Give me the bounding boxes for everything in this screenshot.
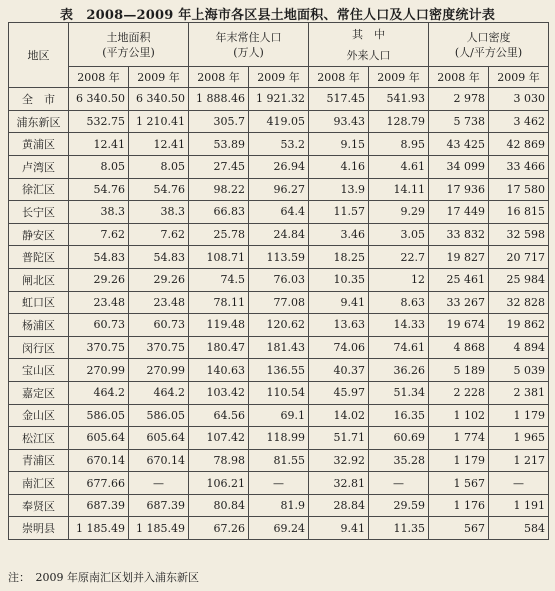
header-population-label: 年末常住人口 [215, 30, 282, 44]
statistics-table [8, 22, 549, 540]
table-row [9, 155, 549, 178]
table-cell: 305.7 [189, 110, 249, 133]
table-cell: 3.05 [369, 223, 429, 246]
table-cell: 108.71 [189, 246, 249, 269]
table-cell: 687.39 [129, 494, 189, 517]
table-cell: 5 189 [429, 359, 489, 382]
table-row [9, 359, 549, 382]
table-cell: 64.4 [249, 201, 309, 224]
table-cell: 119.48 [189, 314, 249, 337]
table-cell: 136.55 [249, 359, 309, 382]
district-name: 卢湾区 [9, 155, 69, 178]
table-cell: 25 461 [429, 268, 489, 291]
table-cell: 54.76 [69, 178, 129, 201]
table-cell: 6 340.50 [129, 88, 189, 111]
table-cell: 9.29 [369, 201, 429, 224]
table-cell: 670.14 [129, 449, 189, 472]
table-cell: 13.63 [309, 314, 369, 337]
table-cell: 34 099 [429, 155, 489, 178]
table-row [9, 404, 549, 427]
table-cell: 64.56 [189, 404, 249, 427]
header-year: 2008 年 [309, 67, 369, 88]
district-name: 闵行区 [9, 336, 69, 359]
table-cell: 20 717 [489, 246, 549, 269]
table-cell: 107.42 [189, 427, 249, 450]
table-cell: 270.99 [69, 359, 129, 382]
district-name: 徐汇区 [9, 178, 69, 201]
table-cell: 517.45 [309, 88, 369, 111]
district-name: 普陀区 [9, 246, 69, 269]
table-cell: 32 598 [489, 223, 549, 246]
table-cell: 29.26 [129, 268, 189, 291]
table-cell: 106.21 [189, 472, 249, 495]
header-population [189, 23, 309, 67]
table-cell: — [249, 472, 309, 495]
table-cell: 5 738 [429, 110, 489, 133]
table-cell: 140.63 [189, 359, 249, 382]
table-cell: 687.39 [69, 494, 129, 517]
table-row [9, 178, 549, 201]
header-year: 2009 年 [249, 67, 309, 88]
table-cell: 4.61 [369, 155, 429, 178]
table-cell: 1 185.49 [129, 517, 189, 540]
table-cell: 19 862 [489, 314, 549, 337]
table-cell: 1 774 [429, 427, 489, 450]
table-cell: 541.93 [369, 88, 429, 111]
table-cell: 25 984 [489, 268, 549, 291]
table-cell: 6 340.50 [69, 88, 129, 111]
table-cell: 14.02 [309, 404, 369, 427]
table-cell: 7.62 [69, 223, 129, 246]
table-cell: 78.11 [189, 291, 249, 314]
district-name: 青浦区 [9, 449, 69, 472]
table-cell: 567 [429, 517, 489, 540]
table-cell: 181.43 [249, 336, 309, 359]
table-cell: 128.79 [369, 110, 429, 133]
district-name: 虹口区 [9, 291, 69, 314]
header-among: 其 中 [309, 23, 429, 45]
table-cell: 9.41 [309, 517, 369, 540]
table-row [9, 268, 549, 291]
table-cell: 22.7 [369, 246, 429, 269]
table-cell: 19 827 [429, 246, 489, 269]
table-row [9, 472, 549, 495]
footnote: 注： 2009 年原南汇区划并入浦东新区 [8, 571, 199, 584]
table-cell: 27.45 [189, 155, 249, 178]
table-cell: 118.99 [249, 427, 309, 450]
table-cell: 76.03 [249, 268, 309, 291]
district-name: 金山区 [9, 404, 69, 427]
table-cell: 10.35 [309, 268, 369, 291]
table-cell: 4 868 [429, 336, 489, 359]
table-cell: 103.42 [189, 381, 249, 404]
header-year: 2009 年 [489, 67, 549, 88]
table-row [9, 223, 549, 246]
table-cell: 8.05 [69, 155, 129, 178]
table-cell: 1 210.41 [129, 110, 189, 133]
table-cell: 16 815 [489, 201, 549, 224]
table-cell: 29.26 [69, 268, 129, 291]
table-cell: 38.3 [129, 201, 189, 224]
table-cell: 51.71 [309, 427, 369, 450]
table-cell: 4.16 [309, 155, 369, 178]
district-name: 崇明县 [9, 517, 69, 540]
header-year: 2009 年 [369, 67, 429, 88]
header-density-label: 人口密度 [466, 30, 511, 44]
table-cell: 586.05 [69, 404, 129, 427]
table-cell: 1 179 [429, 449, 489, 472]
table-cell: 54.76 [129, 178, 189, 201]
table-cell: 8.63 [369, 291, 429, 314]
header-migrant: 外来人口 [309, 45, 429, 67]
table-cell: 40.37 [309, 359, 369, 382]
table-cell: 2 978 [429, 88, 489, 111]
header-density-unit: (人/平方公里) [454, 45, 523, 59]
table-cell: 7.62 [129, 223, 189, 246]
table-body [9, 88, 549, 540]
table-cell: 19 674 [429, 314, 489, 337]
table-cell: 18.25 [309, 246, 369, 269]
table-cell: 67.26 [189, 517, 249, 540]
header-population-unit: (万人) [233, 45, 264, 59]
table-cell: 32.92 [309, 449, 369, 472]
table-cell: — [369, 472, 429, 495]
table-cell: 1 217 [489, 449, 549, 472]
table-cell: 26.94 [249, 155, 309, 178]
district-name: 松江区 [9, 427, 69, 450]
table-cell: 14.11 [369, 178, 429, 201]
table-row [9, 336, 549, 359]
header-density [429, 23, 549, 67]
table-cell: 51.34 [369, 381, 429, 404]
table-cell: 584 [489, 517, 549, 540]
table-cell: 25.78 [189, 223, 249, 246]
table-cell: 69.24 [249, 517, 309, 540]
table-cell: 53.89 [189, 133, 249, 156]
table-cell: 24.84 [249, 223, 309, 246]
table-row [9, 201, 549, 224]
table-cell: 78.98 [189, 449, 249, 472]
table-cell: 11.35 [369, 517, 429, 540]
district-name: 南汇区 [9, 472, 69, 495]
table-cell: 81.9 [249, 494, 309, 517]
table-cell: 464.2 [69, 381, 129, 404]
table-cell: 45.97 [309, 381, 369, 404]
table-cell: 1 179 [489, 404, 549, 427]
table-cell: 11.57 [309, 201, 369, 224]
table-cell: 33 832 [429, 223, 489, 246]
table-cell: 1 888.46 [189, 88, 249, 111]
district-name: 嘉定区 [9, 381, 69, 404]
header-year: 2009 年 [129, 67, 189, 88]
table-cell: 23.48 [129, 291, 189, 314]
table-cell: 586.05 [129, 404, 189, 427]
table-cell: 74.06 [309, 336, 369, 359]
table-cell: 8.95 [369, 133, 429, 156]
district-name: 闸北区 [9, 268, 69, 291]
table-cell: 38.3 [69, 201, 129, 224]
table-cell: 74.61 [369, 336, 429, 359]
table-cell: 9.41 [309, 291, 369, 314]
table-row [9, 246, 549, 269]
table-cell: 69.1 [249, 404, 309, 427]
table-cell: 1 102 [429, 404, 489, 427]
table-row [9, 314, 549, 337]
table-cell: 32.81 [309, 472, 369, 495]
table-cell: 33 466 [489, 155, 549, 178]
table-cell: 12.41 [69, 133, 129, 156]
table-row [9, 381, 549, 404]
header-year: 2008 年 [429, 67, 489, 88]
table-cell: 605.64 [69, 427, 129, 450]
table-cell: 98.22 [189, 178, 249, 201]
table-cell: 180.47 [189, 336, 249, 359]
table-cell: 35.28 [369, 449, 429, 472]
header-year: 2008 年 [69, 67, 129, 88]
district-name: 黄浦区 [9, 133, 69, 156]
table-row [9, 517, 549, 540]
table-cell: 54.83 [69, 246, 129, 269]
table-cell: 1 185.49 [69, 517, 129, 540]
table-cell: 93.43 [309, 110, 369, 133]
table-cell: 1 921.32 [249, 88, 309, 111]
table-row [9, 494, 549, 517]
table-cell: 42 869 [489, 133, 549, 156]
table-cell: — [489, 472, 549, 495]
table-cell: 23.48 [69, 291, 129, 314]
table-cell: 8.05 [129, 155, 189, 178]
table-cell: 60.69 [369, 427, 429, 450]
table-cell: 5 039 [489, 359, 549, 382]
table-cell: 9.15 [309, 133, 369, 156]
district-name: 奉贤区 [9, 494, 69, 517]
table-cell: 12.41 [129, 133, 189, 156]
table-cell: 4 894 [489, 336, 549, 359]
table-title: 表 2008—2009 年上海市各区县土地面积、常住人口及人口密度统计表 [59, 8, 496, 23]
district-name: 杨浦区 [9, 314, 69, 337]
district-name: 宝山区 [9, 359, 69, 382]
table-row [9, 88, 549, 111]
header-land-area-label: 土地面积 [106, 30, 151, 44]
district-name: 全 市 [9, 88, 69, 111]
table-cell: 13.9 [309, 178, 369, 201]
table-cell: 53.2 [249, 133, 309, 156]
table-cell: 60.73 [69, 314, 129, 337]
table-cell: 77.08 [249, 291, 309, 314]
table-cell: 14.33 [369, 314, 429, 337]
table-cell: 36.26 [369, 359, 429, 382]
table-cell: 370.75 [129, 336, 189, 359]
table-cell: 1 567 [429, 472, 489, 495]
table-cell: 270.99 [129, 359, 189, 382]
table-cell: 464.2 [129, 381, 189, 404]
table-cell: 3.46 [309, 223, 369, 246]
table-row [9, 291, 549, 314]
table-cell: 1 176 [429, 494, 489, 517]
table-cell: 670.14 [69, 449, 129, 472]
table-cell: 66.83 [189, 201, 249, 224]
table-cell: 1 191 [489, 494, 549, 517]
district-name: 长宁区 [9, 201, 69, 224]
table-cell: 1 965 [489, 427, 549, 450]
table-cell: 419.05 [249, 110, 309, 133]
header-land-area-unit: (平方公里) [102, 45, 155, 59]
table-cell: 677.66 [69, 472, 129, 495]
header-land-area [69, 23, 189, 67]
table-cell: — [129, 472, 189, 495]
table-header [9, 23, 549, 88]
table-cell: 29.59 [369, 494, 429, 517]
header-district: 地区 [9, 23, 69, 88]
table-cell: 54.83 [129, 246, 189, 269]
table-cell: 43 425 [429, 133, 489, 156]
district-name: 静安区 [9, 223, 69, 246]
table-cell: 17 449 [429, 201, 489, 224]
table-cell: 28.84 [309, 494, 369, 517]
table-cell: 2 228 [429, 381, 489, 404]
table-cell: 120.62 [249, 314, 309, 337]
table-cell: 3 030 [489, 88, 549, 111]
table-cell: 74.5 [189, 268, 249, 291]
table-cell: 370.75 [69, 336, 129, 359]
table-cell: 113.59 [249, 246, 309, 269]
table-cell: 2 381 [489, 381, 549, 404]
table-cell: 16.35 [369, 404, 429, 427]
district-name: 浦东新区 [9, 110, 69, 133]
table-cell: 605.64 [129, 427, 189, 450]
table-cell: 3 462 [489, 110, 549, 133]
table-cell: 532.75 [69, 110, 129, 133]
table-cell: 32 828 [489, 291, 549, 314]
table-row [9, 110, 549, 133]
table-cell: 33 267 [429, 291, 489, 314]
table-cell: 80.84 [189, 494, 249, 517]
table-cell: 96.27 [249, 178, 309, 201]
table-row [9, 427, 549, 450]
table-row [9, 449, 549, 472]
table-cell: 81.55 [249, 449, 309, 472]
table-cell: 17 580 [489, 178, 549, 201]
table-row [9, 133, 549, 156]
table-cell: 60.73 [129, 314, 189, 337]
table-cell: 17 936 [429, 178, 489, 201]
header-year: 2008 年 [189, 67, 249, 88]
table-cell: 12 [369, 268, 429, 291]
table-cell: 110.54 [249, 381, 309, 404]
